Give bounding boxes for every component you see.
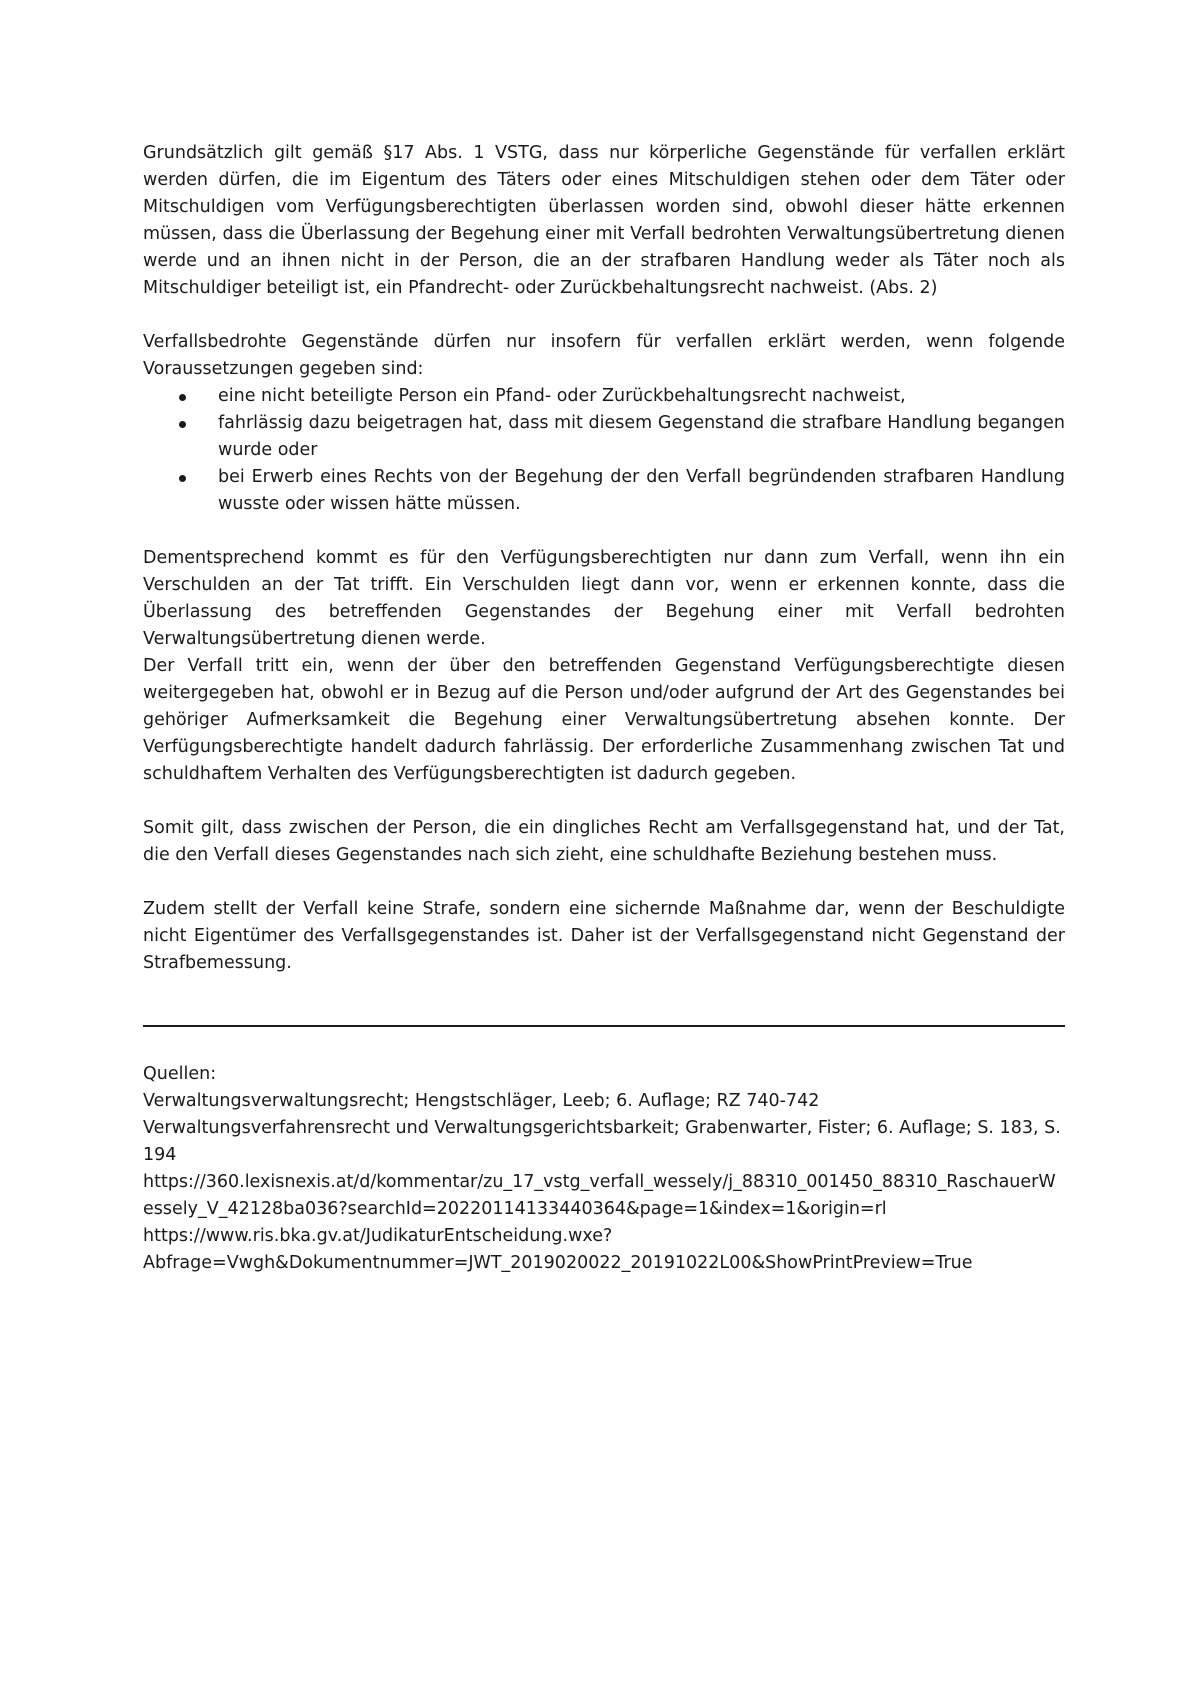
paragraph-dementsprechend: Dementsprechend kommt es für den Verfügungsberechtigten nur dann zum Verfall, wenn ihn ein Verschulden an der Tat trifft. Ein Verschulden liegt dann vor, wenn er erkennen konnte, dass die Überlassung des betreffenden Gegenstandes der Begehung einer mit Verfall bedrohten Verwaltungsübertretung dienen werde. <box>143 548 1065 649</box>
sources-heading: Quellen: <box>143 1064 217 1084</box>
source-link[interactable]: https://360.lexisnexis.at/d/kommentar/zu_17_vstg_verfall_wessely/j_88310_001450_88310_RaschauerWessely_V_42128ba036?searchId=20220114133440364&page=1&index=1&origin=rl <box>143 1172 1056 1219</box>
list-item <box>143 464 1065 518</box>
bullet-icon <box>179 421 186 428</box>
bullet-icon <box>179 475 186 482</box>
list-item-text: eine nicht beteiligte Person ein Pfand- oder Zurückbehaltungsrecht nachweist, <box>218 386 906 406</box>
voraussetzungen-list <box>143 383 1065 518</box>
source-link[interactable] <box>143 1223 1065 1277</box>
paragraph-zudem: Zudem stellt der Verfall keine Strafe, sondern eine sichernde Maßnahme dar, wenn der Beschuldigte nicht Eigentümer des Verfallsgegenstandes ist. Daher ist der Verfallsgegenstand nicht Gegenstand der Strafbemessung. <box>143 899 1065 973</box>
source-link-part[interactable]: https://www.ris.bka.gv.at/JudikaturEntscheidung.wxe? <box>143 1226 613 1246</box>
list-item <box>143 410 1065 464</box>
bullet-icon <box>179 394 186 401</box>
paragraph-somit: Somit gilt, dass zwischen der Person, die ein dingliches Recht am Verfallsgegenstand hat, und der Tat, die den Verfall dieses Gegenstandes nach sich zieht, eine schuldhafte Beziehung bestehen muss. <box>143 818 1065 865</box>
list-item <box>143 383 1065 410</box>
document-page <box>143 140 1065 1277</box>
paragraph-verfall-tritt-ein: Der Verfall tritt ein, wenn der über den betreffenden Gegenstand Verfügungsberechtigte diesen weitergegeben hat, obwohl er in Bezug auf die Person und/oder aufgrund der Art des Gegenstandes bei gehöriger Aufmerksamkeit die Begehung einer Verwaltungsübertretung absehen konnte. Der Verfügungsberechtigte handelt dadurch fahrlässig. Der erforderliche Zusammenhang zwischen Tat und schuldhaftem Verhalten des Verfügungsberechtigten ist dadurch gegeben. <box>143 656 1065 784</box>
list-item-text: fahrlässig dazu beigetragen hat, dass mit diesem Gegenstand die strafbare Handlung begangen wurde oder <box>218 413 1065 460</box>
paragraph-grundsaetzlich: Grundsätzlich gilt gemäß §17 Abs. 1 VSTG, dass nur körperliche Gegenstände für verfallen erklärt werden dürfen, die im Eigentum des Täters oder eines Mitschuldigen stehen oder dem Täter oder Mitschuldigen vom Verfügungsberechtigten überlassen worden sind, obwohl dieser hätte erkennen müssen, dass die Überlassung der Begehung einer mit Verfall bedrohten Verwaltungsübertretung dienen werde und an ihnen nicht in der Person, die an der strafbaren Handlung weder als Täter noch als Mitschuldiger beteiligt ist, ein Pfandrecht- oder Zurückbehaltungsrecht nachweist. (Abs. 2) <box>143 143 1065 298</box>
source-item: Verwaltungsverwaltungsrecht; Hengstschläger, Leeb; 6. Auflage; RZ 740-742 <box>143 1091 820 1111</box>
section-divider <box>143 1025 1065 1027</box>
paragraph-voraussetzungen-intro: Verfallsbedrohte Gegenstände dürfen nur insofern für verfallen erklärt werden, wenn folgende Voraussetzungen gegeben sind: <box>143 332 1065 379</box>
list-item-text: bei Erwerb eines Rechts von der Begehung der den Verfall begründenden strafbaren Handlung wusste oder wissen hätte müssen. <box>218 467 1065 514</box>
source-link-part[interactable]: Abfrage=Vwgh&Dokumentnummer=JWT_2019020022_20191022L00&ShowPrintPreview=True <box>143 1253 973 1273</box>
source-item: Verwaltungsverfahrensrecht und Verwaltungsgerichtsbarkeit; Grabenwarter, Fister; 6. Auflage; S. 183, S. 194 <box>143 1118 1061 1165</box>
